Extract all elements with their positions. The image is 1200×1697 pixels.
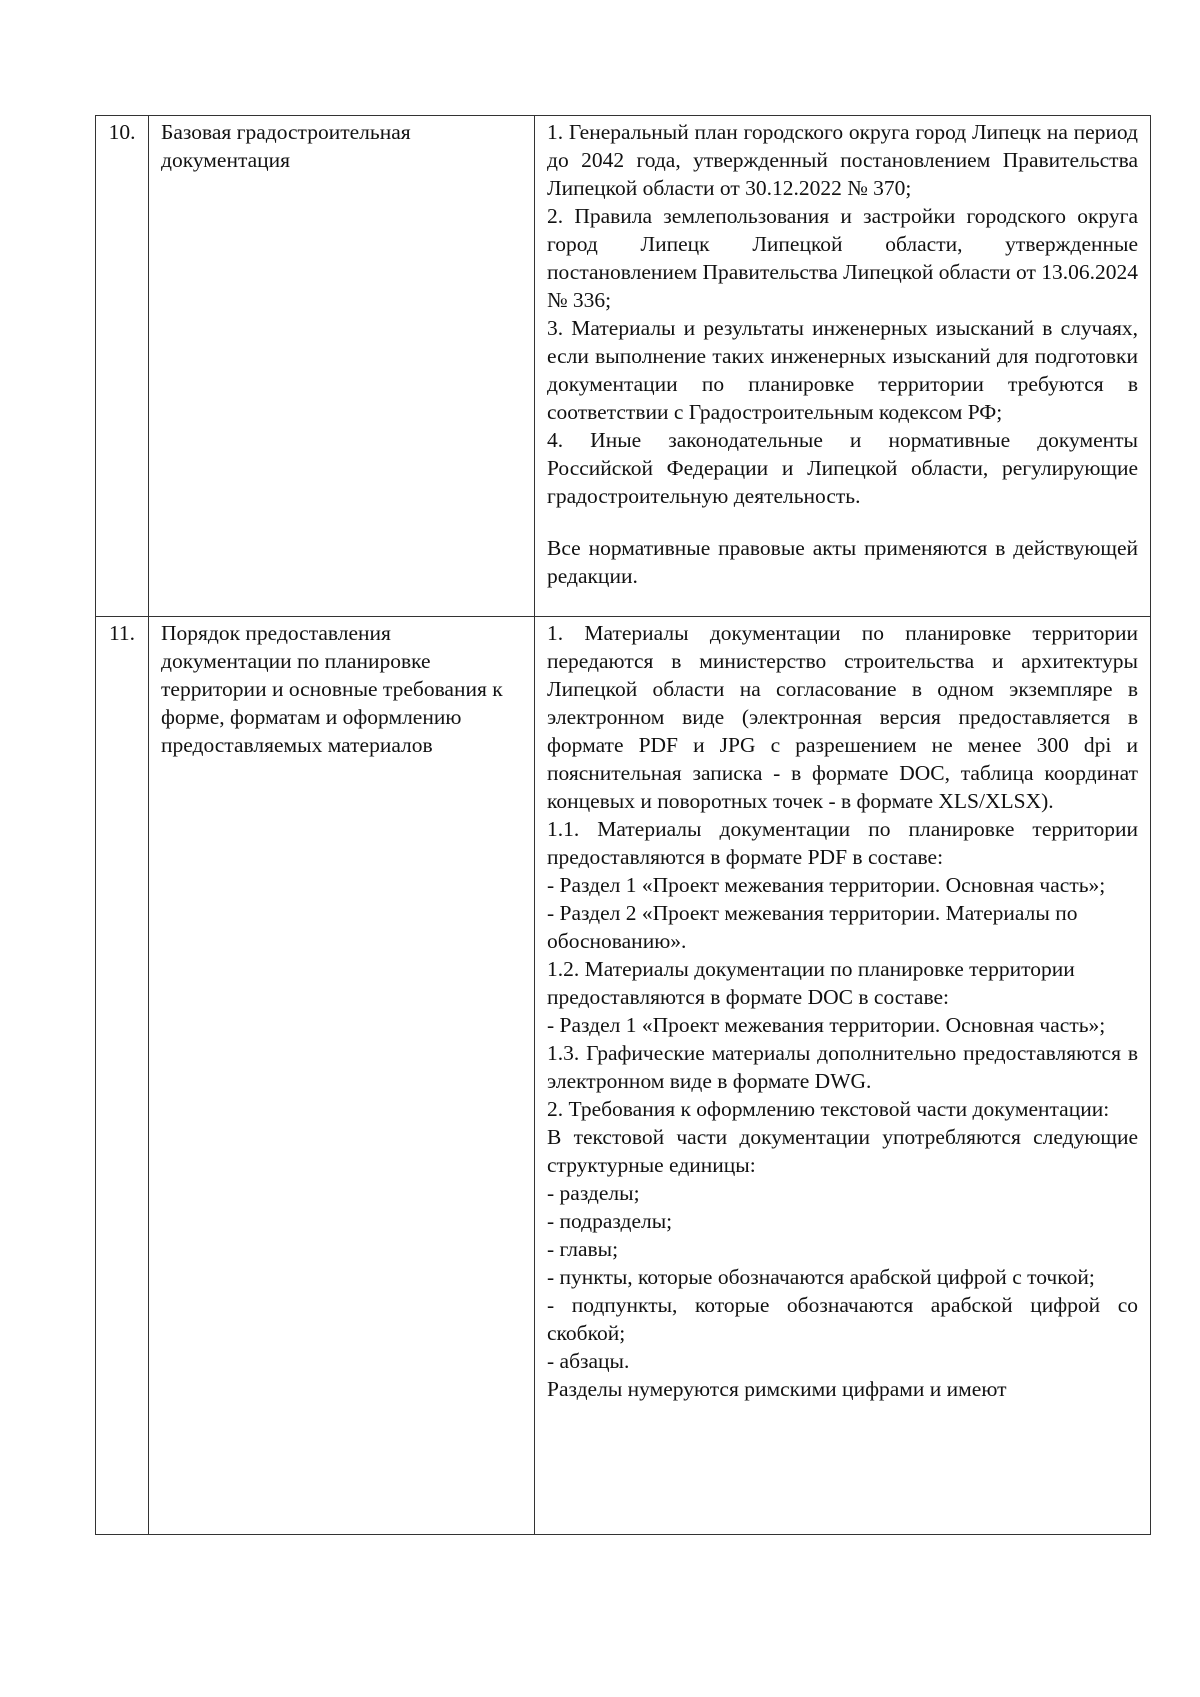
paragraph: 3. Материалы и результаты инженерных изысканий в случаях, если выполнение таких инженерных изысканий для подготовки документации по планировке территории требуются в соответствии с Градостроительным кодексом РФ; <box>547 316 1138 424</box>
row-name: Базовая градостроительная документация <box>149 116 535 617</box>
paragraph: - Раздел 1 «Проект межевания территории. Основная часть»; <box>547 873 1106 897</box>
row-content <box>535 116 1151 617</box>
row-number: 11. <box>96 617 149 1535</box>
paragraph: 4. Иные законодательные и нормативные документы Российской Федерации и Липецкой области, регулирующие градостроительную деятельность. <box>547 428 1138 508</box>
paragraph: Все нормативные правовые акты применяются в действующей редакции. <box>547 536 1138 588</box>
paragraph: 2. Требования к оформлению текстовой части документации: <box>547 1097 1110 1121</box>
paragraph: 1.2. Материалы документации по планировке территории предоставляются в формате DOC в составе: <box>547 957 1075 1009</box>
paragraph: 1.1. Материалы документации по планировке территории предоставляются в формате PDF в составе: <box>547 817 1138 869</box>
row-content <box>535 617 1151 1535</box>
paragraph: - Раздел 2 «Проект межевания территории. Материалы по обоснованию». <box>547 901 1078 953</box>
paragraph: - подразделы; <box>547 1209 673 1233</box>
paragraph: 1.3. Графические материалы дополнительно предоставляются в электронном виде в формате DWG. <box>547 1041 1138 1093</box>
paragraph: - абзацы. <box>547 1349 630 1373</box>
paragraph: 2. Правила землепользования и застройки городского округа город Липецк Липецкой области, утвержденные постановлением Правительства Липецкой области от 13.06.2024 № 336; <box>547 204 1138 312</box>
paragraph: - подпункты, которые обозначаются арабской цифрой со скобкой; <box>547 1293 1138 1345</box>
row-number: 10. <box>96 116 149 617</box>
paragraph: - Раздел 1 «Проект межевания территории. Основная часть»; <box>547 1013 1106 1037</box>
paragraph: 1. Генеральный план городского округа город Липецк на период до 2042 года, утвержденный постановлением Правительства Липецкой области от 30.12.2022 № 370; <box>547 120 1138 200</box>
requirements-table <box>95 115 1151 1535</box>
paragraph: - разделы; <box>547 1181 640 1205</box>
paragraph: - главы; <box>547 1237 619 1261</box>
row-name: Порядок предоставления документации по планировке территории и основные требования к форме, форматам и оформлению предоставляемых материалов <box>149 617 535 1535</box>
table-row <box>96 116 1151 617</box>
paragraph: В текстовой части документации употребляются следующие структурные единицы: <box>547 1125 1138 1177</box>
spacer <box>547 510 1138 534</box>
paragraph: - пункты, которые обозначаются арабской цифрой с точкой; <box>547 1265 1095 1289</box>
table-row <box>96 617 1151 1535</box>
paragraph: Разделы нумеруются римскими цифрами и имеют <box>547 1377 1007 1401</box>
paragraph: 1. Материалы документации по планировке территории передаются в министерство строительства и архитектуры Липецкой области на согласование в одном экземпляре в электронном виде (электронная версия предоставляется в формате PDF и JPG с разрешением не менее 300 dpi и пояснительная записка - в формате DOC, таблица координат концевых и поворотных точек - в формате XLS/XLSX). <box>547 621 1138 813</box>
